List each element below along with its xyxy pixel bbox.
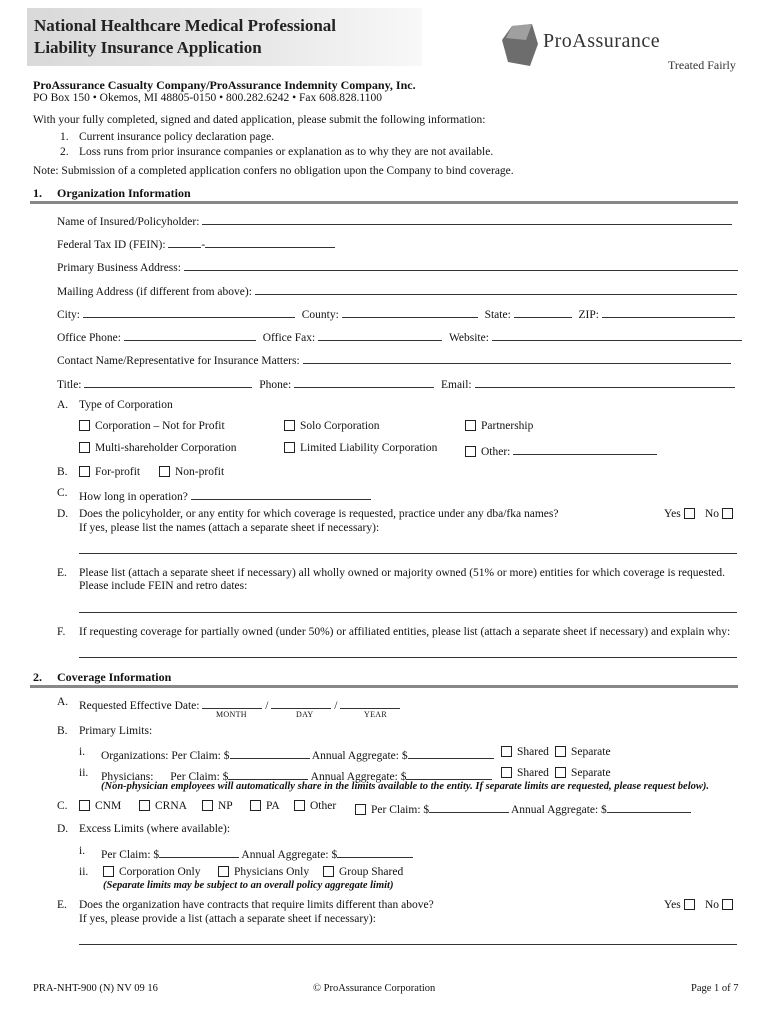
checkbox[interactable]: [250, 800, 261, 811]
checkbox[interactable]: [684, 899, 695, 910]
checkbox[interactable]: [139, 800, 150, 811]
day-caption: DAY: [296, 710, 314, 719]
excess-per-claim-field[interactable]: [159, 845, 239, 858]
opt-other[interactable]: [465, 442, 657, 458]
org-separate[interactable]: [555, 746, 611, 758]
q1e-question: Please list (attach a separate sheet if necessary) all wholly owned or majority owned (51% or more) entities for which coverage is requested.: [79, 567, 726, 579]
intro-text: With your fully completed, signed and dated application, please submit the following information:: [33, 114, 486, 126]
q1b-letter: B.: [57, 466, 68, 478]
checkbox[interactable]: [294, 800, 305, 811]
checkbox[interactable]: [284, 442, 295, 453]
c-annual-field[interactable]: [607, 800, 691, 813]
copyright: © ProAssurance Corporation: [313, 983, 436, 994]
date-separator: /: [265, 700, 269, 712]
opt-label: NP: [218, 800, 233, 812]
opt-crna[interactable]: [139, 800, 187, 812]
date-separator: /: [334, 700, 338, 712]
phys-annual-field[interactable]: [406, 767, 492, 780]
phys-annual-label: Annual Aggregate: $: [310, 771, 407, 783]
section2-title: Coverage Information: [57, 670, 172, 684]
section1-divider: [30, 201, 738, 204]
opt-group-shared[interactable]: [323, 866, 403, 878]
opt-phys-only[interactable]: [218, 866, 309, 878]
section1-title: Organization Information: [57, 186, 191, 200]
effective-day-field[interactable]: [271, 696, 331, 709]
checkbox[interactable]: [79, 800, 90, 811]
q1e-letter: E.: [57, 567, 67, 579]
opt-label: Other: [310, 800, 337, 812]
brand-tagline: Treated Fairly: [668, 58, 736, 72]
q2a-letter: A.: [57, 696, 69, 708]
office-fax-field[interactable]: [318, 328, 442, 341]
mailing-address-field[interactable]: [255, 282, 737, 295]
q2e-question: Does the organization have contracts that require limits different than above?: [79, 899, 434, 911]
zip-label: ZIP:: [578, 309, 599, 321]
intro-item-2: Loss runs from prior insurance companies or explanation as to why they are not available.: [79, 146, 494, 158]
phys-per-claim-field[interactable]: [228, 767, 308, 780]
intro-item-2-num: 2.: [60, 146, 69, 158]
office-phone-label: Office Phone:: [57, 332, 121, 344]
primary-address-label: Primary Business Address:: [57, 262, 181, 274]
opt-corp-nonprofit[interactable]: [79, 420, 225, 432]
section1-num: 1.: [33, 186, 42, 200]
q1c-label: How long in operation?: [79, 491, 188, 503]
q2dii-num: ii.: [79, 866, 89, 878]
yes-label: Yes: [664, 899, 681, 911]
opt-label: CRNA: [155, 800, 187, 812]
q2di-num: i.: [79, 845, 86, 857]
excess-limits-note: (Separate limits may be subject to an overall policy aggregate limit): [103, 880, 394, 891]
checkbox[interactable]: [684, 508, 695, 519]
opt-label: Multi-shareholder Corporation: [95, 442, 237, 454]
q1d-no[interactable]: [705, 508, 738, 520]
state-field[interactable]: [514, 305, 572, 318]
effective-date-label: Requested Effective Date:: [79, 700, 200, 712]
opt-label: Other:: [481, 446, 511, 458]
checkbox[interactable]: [501, 767, 512, 778]
opt-label: Limited Liability Corporation: [300, 442, 438, 454]
q2b-label: Primary Limits:: [79, 725, 153, 737]
q2e-followup: If yes, please provide a list (attach a separate sheet if necessary):: [79, 913, 376, 925]
q2e-letter: E.: [57, 899, 67, 911]
website-label: Website:: [448, 332, 489, 344]
checkbox[interactable]: [465, 446, 476, 457]
checkbox[interactable]: [555, 767, 566, 778]
org-per-claim-label: Organizations: Per Claim: $: [101, 750, 230, 762]
page-subtitle: Liability Insurance Application: [34, 38, 262, 57]
effective-month-field[interactable]: [202, 696, 262, 709]
q2e-yes[interactable]: [664, 899, 700, 911]
section2-num: 2.: [33, 670, 42, 684]
opt-multi-shareholder[interactable]: [79, 442, 236, 454]
other-field[interactable]: [513, 442, 657, 455]
q1a-label: Type of Corporation: [79, 399, 173, 411]
q2b-letter: B.: [57, 725, 68, 737]
q2d-letter: D.: [57, 823, 69, 835]
page-number: Page 1 of 7: [691, 983, 739, 994]
office-fax-label: Office Fax:: [262, 332, 316, 344]
opt-cnm[interactable]: [79, 800, 121, 812]
proassurance-logo-icon: [498, 22, 542, 68]
opt-solo-corp[interactable]: [284, 420, 380, 432]
company-name: ProAssurance Casualty Company/ProAssurance Indemnity Company, Inc.: [33, 78, 416, 92]
excess-annual-field[interactable]: [337, 845, 413, 858]
checkbox[interactable]: [501, 746, 512, 757]
checkbox[interactable]: [284, 420, 295, 431]
checkbox[interactable]: [79, 420, 90, 431]
primary-address-field[interactable]: [184, 258, 738, 271]
office-phone-field[interactable]: [124, 328, 256, 341]
excess-per-claim-label: Per Claim: $: [101, 849, 160, 861]
checkbox[interactable]: [323, 866, 334, 877]
month-caption: MONTH: [216, 710, 247, 719]
no-label: No: [705, 508, 720, 520]
q1d-yes[interactable]: [664, 508, 700, 520]
opt-non-profit[interactable]: [159, 466, 224, 478]
city-label: City:: [57, 309, 81, 321]
intro-note: Note: Submission of a completed application confers no obligation upon the Company to bind coverage.: [33, 165, 514, 177]
opt-label: Group Shared: [339, 866, 404, 878]
opt-label: Solo Corporation: [300, 420, 380, 432]
q2c-letter: C.: [57, 800, 68, 812]
fein-label: Federal Tax ID (FEIN):: [57, 239, 166, 251]
fein-dash: -: [201, 239, 206, 251]
opt-label: Partnership: [481, 420, 534, 432]
effective-year-field[interactable]: [340, 696, 400, 709]
q2e-no[interactable]: [705, 899, 738, 911]
phone-field[interactable]: [294, 375, 434, 388]
q1f-letter: F.: [57, 626, 66, 638]
org-per-claim-field[interactable]: [230, 746, 310, 759]
opt-other-provider[interactable]: [294, 800, 336, 812]
title-label: Title:: [57, 379, 82, 391]
q1d-answer-field[interactable]: [79, 541, 737, 554]
q1a-letter: A.: [57, 399, 69, 411]
opt-label: Physicians Only: [234, 866, 310, 878]
phys-per-claim-label: Per Claim: $: [170, 771, 229, 783]
checkbox[interactable]: [722, 899, 733, 910]
opt-per-claim[interactable]: [355, 800, 509, 816]
title-field[interactable]: [84, 375, 252, 388]
q1f-question: If requesting coverage for partially owned (under 50%) or affiliated entities, please list (attach a separate sheet if necessary) and explain why:: [79, 626, 731, 638]
company-address: PO Box 150 • Okemos, MI 48805-0150 • 800.282.6242 • Fax 608.828.1100: [33, 92, 382, 104]
phys-separate[interactable]: [555, 767, 611, 779]
contact-field[interactable]: [303, 351, 731, 364]
opt-partnership[interactable]: [465, 420, 533, 432]
checkbox[interactable]: [722, 508, 733, 519]
section2-divider: [30, 685, 738, 688]
q2d-label: Excess Limits (where available):: [79, 823, 231, 835]
excess-annual-label: Annual Aggregate: $: [241, 849, 338, 861]
q1d-followup: If yes, please list the names (attach a separate sheet if necessary):: [79, 522, 380, 534]
primary-limits-note: (Non-physician employees will automatically share in the limits available to the entity. If separate limits are requested, please request below).: [101, 781, 709, 792]
opt-llc[interactable]: [284, 442, 437, 454]
form-id: PRA-NHT-900 (N) NV 09 16: [33, 983, 158, 994]
opt-label: Separate: [571, 767, 611, 779]
contact-label: Contact Name/Representative for Insurance Matters:: [57, 355, 300, 367]
year-caption: YEAR: [364, 710, 387, 719]
opt-label: Per Claim: $: [371, 804, 430, 816]
checkbox[interactable]: [159, 466, 170, 477]
q1e-answer-field[interactable]: [79, 600, 737, 613]
opt-label: Non-profit: [175, 466, 225, 478]
opt-label: Shared: [517, 746, 549, 758]
city-field[interactable]: [83, 305, 295, 318]
opt-label: CNM: [95, 800, 122, 812]
opt-np[interactable]: [202, 800, 233, 812]
checkbox[interactable]: [465, 420, 476, 431]
intro-item-1: Current insurance policy declaration page.: [79, 131, 275, 143]
opt-label: PA: [266, 800, 280, 812]
opt-for-profit[interactable]: [79, 466, 140, 478]
checkbox[interactable]: [555, 746, 566, 757]
name-insured-field[interactable]: [202, 212, 732, 225]
q2e-answer-field[interactable]: [79, 932, 737, 945]
phone-label: Phone:: [259, 379, 292, 391]
fein-field-suffix[interactable]: [205, 235, 335, 248]
opt-label: Corporation – Not for Profit: [95, 420, 225, 432]
physicians-label: Physicians:: [101, 771, 154, 783]
org-shared[interactable]: [501, 746, 549, 758]
intro-item-1-num: 1.: [60, 131, 69, 143]
state-label: State:: [484, 309, 511, 321]
fein-field-prefix[interactable]: [168, 235, 201, 248]
checkbox[interactable]: [103, 866, 114, 877]
mailing-address-label: Mailing Address (if different from above):: [57, 286, 252, 298]
email-field[interactable]: [475, 375, 735, 388]
q1f-answer-field[interactable]: [79, 645, 737, 658]
q1e-followup: Please include FEIN and retro dates:: [79, 580, 248, 592]
checkbox[interactable]: [218, 866, 229, 877]
q1d-letter: D.: [57, 508, 69, 520]
org-annual-label: Annual Aggregate: $: [311, 750, 408, 762]
opt-label: For-profit: [95, 466, 141, 478]
phys-shared[interactable]: [501, 767, 549, 779]
opt-label: Separate: [571, 746, 611, 758]
opt-label: Corporation Only: [119, 866, 201, 878]
q2bi-num: i.: [79, 746, 86, 758]
yes-label: Yes: [664, 508, 681, 520]
q2bii-num: ii.: [79, 767, 89, 779]
name-insured-label: Name of Insured/Policyholder:: [57, 216, 200, 228]
c-per-claim-field[interactable]: [429, 800, 509, 813]
org-annual-field[interactable]: [408, 746, 494, 759]
checkbox[interactable]: [202, 800, 213, 811]
email-label: Email:: [440, 379, 472, 391]
opt-label: Shared: [517, 767, 549, 779]
c-annual-label: Annual Aggregate: $: [511, 804, 607, 816]
website-field[interactable]: [492, 328, 742, 341]
page-title: National Healthcare Medical Professional: [34, 16, 337, 35]
brand-name: ProAssurance: [543, 30, 661, 52]
checkbox[interactable]: [79, 466, 90, 477]
checkbox[interactable]: [355, 804, 366, 815]
checkbox[interactable]: [79, 442, 90, 453]
county-label: County:: [301, 309, 339, 321]
opt-corp-only[interactable]: [103, 866, 200, 878]
q1d-question: Does the policyholder, or any entity for which coverage is requested, practice under any dba/fka names?: [79, 508, 559, 520]
no-label: No: [705, 899, 720, 911]
operation-length-field[interactable]: [191, 487, 371, 500]
opt-pa[interactable]: [250, 800, 280, 812]
q1c-letter: C.: [57, 487, 68, 499]
county-field[interactable]: [342, 305, 478, 318]
zip-field[interactable]: [602, 305, 735, 318]
